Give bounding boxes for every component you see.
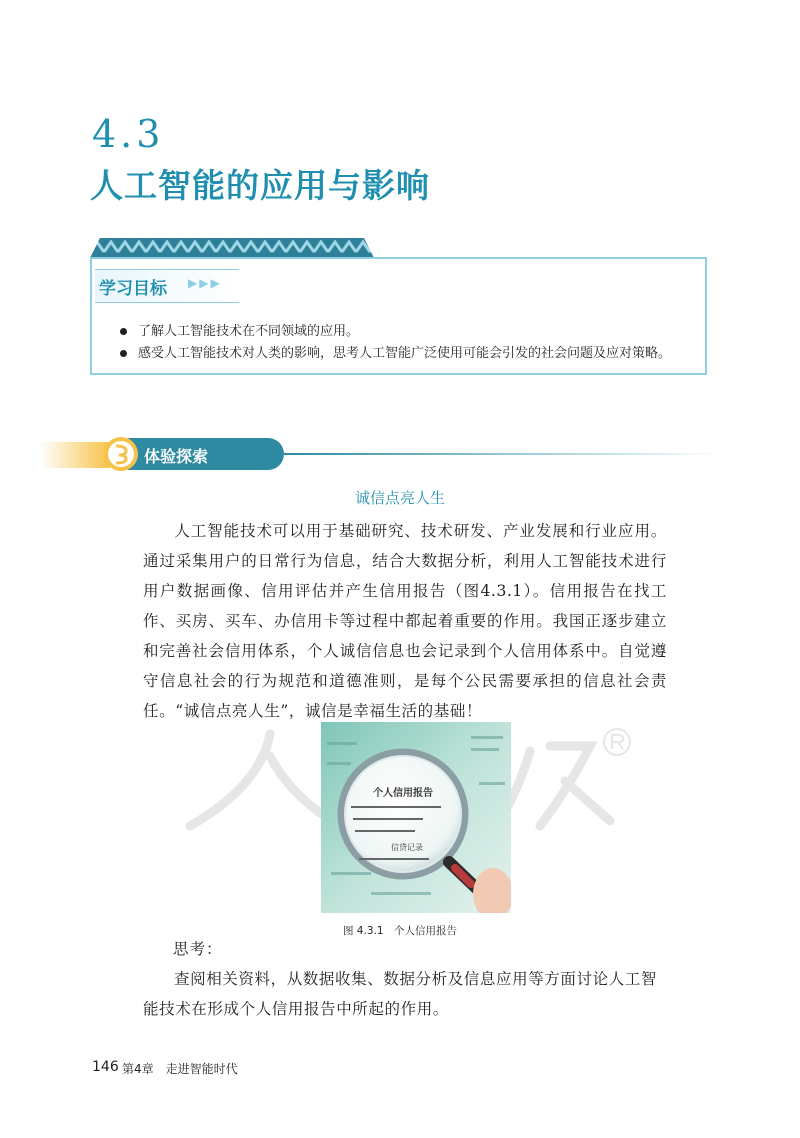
paragraph-text: 人工智能技术可以用于基础研究、技术研发、产业发展和行业应用。通过采集用户的日常行为信息，结合大数据分析，利用人工智能技术进行用户数据画像、信用评估并产生信用报告（图4.3.1）。信用报告在找工作、买房、买车、办信用卡等过程中都起着重要的作用。我国正逐步建立和完善社会信用体系，个人诚信信息也会记录到个人信用体系中。自觉遵守信息社会的行为规范和道德准则，是每个公民需要承担的信息社会责任。“诚信点亮人生”，诚信是幸福生活的基础！ — [143, 522, 667, 720]
think-paragraph: 查阅相关资料，从数据收集、数据分析及信息应用等方面讨论人工智能技术在形成个人信用报告中所起的作用。 — [143, 970, 658, 1018]
light-bulb-icon — [102, 436, 140, 472]
explore-title: 诚信点亮人生 — [354, 489, 445, 507]
explore-paragraph — [143, 516, 667, 726]
think-label: 思考： — [173, 940, 223, 958]
page-number: 146 — [92, 1059, 119, 1075]
think-text — [143, 964, 667, 1024]
objectives-header — [95, 269, 239, 303]
zigzag-banner — [90, 238, 374, 258]
report-title: 个人信用报告 — [373, 788, 433, 799]
explore-divider — [284, 453, 720, 455]
list-item — [120, 343, 671, 365]
objective-text: 感受人工智能技术对人类的影响，思考人工智能广泛使用可能会引发的社会问题及应对策略。 — [138, 346, 672, 361]
magnifier-image — [321, 722, 511, 913]
learning-objectives-box — [90, 257, 707, 375]
objective-text: 了解人工智能技术在不同领域的应用。 — [138, 324, 360, 339]
list-item — [120, 321, 671, 343]
chapter-label: 第4章 走进智能时代 — [122, 1062, 238, 1076]
objectives-label: 学习目标 — [99, 279, 167, 299]
bullet-icon — [120, 350, 127, 357]
figure-caption: 图 4.3.1 个人信用报告 — [342, 925, 458, 937]
explore-label: 体验探索 — [144, 447, 209, 466]
explore-header — [40, 436, 720, 472]
report-section: 信贷记录 — [391, 843, 423, 852]
credit-report-figure — [321, 722, 511, 913]
section-number: 4.3 — [92, 112, 165, 156]
bullet-icon — [120, 328, 127, 335]
arrow-icon: ▶▶▶ — [188, 276, 222, 290]
objectives-list — [120, 321, 671, 365]
explore-gradient — [40, 442, 110, 468]
section-title: 人工智能的应用与影响 — [90, 166, 430, 205]
